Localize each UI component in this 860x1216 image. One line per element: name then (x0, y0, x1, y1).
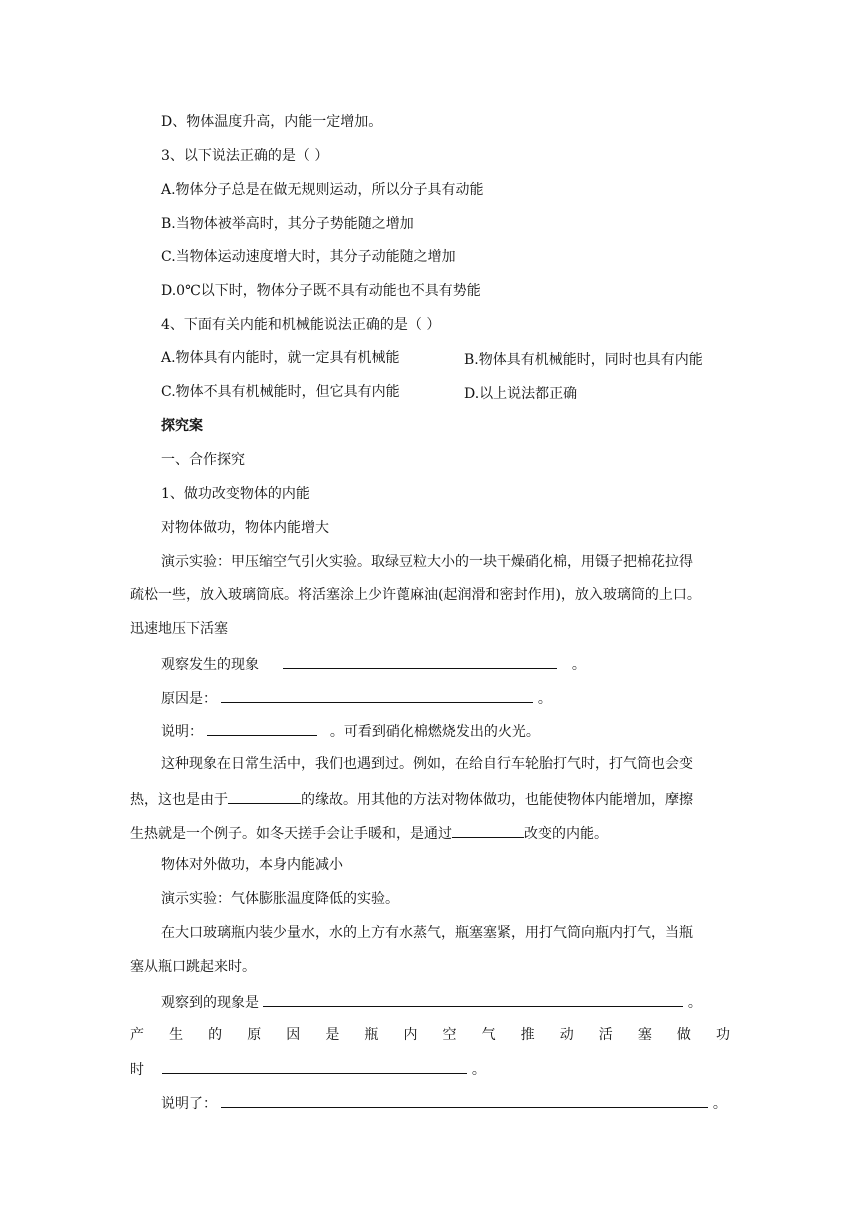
setup-line-2: 塞从瓶口跳起来时。 (130, 959, 256, 975)
observe2-blank[interactable] (263, 992, 683, 1007)
explain1-blank[interactable] (207, 721, 317, 736)
para-line-2 (130, 789, 693, 809)
q3-option-c: C.当物体运动速度增大时，其分子动能随之增加 (161, 249, 456, 265)
q3-option-d: D.0℃以下时，物体分子既不具有动能也不具有势能 (161, 283, 481, 299)
reason2-blank[interactable] (162, 1059, 467, 1074)
q4-option-cd-row (161, 383, 400, 401)
reason2-line-1 (130, 1026, 730, 1044)
para-blank-1[interactable] (228, 789, 301, 804)
reason2-char: 空 (442, 1027, 457, 1043)
q4-option-a: A.物体具有内能时，就一定具有机械能 (161, 350, 400, 366)
q2-option-d: D、物体温度升高，内能一定增加。 (161, 114, 383, 130)
reason2-shi: 时 (130, 1062, 144, 1078)
q4-stem: 4、下面有关内能和机械能说法正确的是（ ） (161, 317, 441, 333)
reason2-char: 做 (676, 1027, 691, 1043)
observe1-period: 。 (571, 657, 586, 673)
observe2-label: 观察到的现象是 (161, 995, 259, 1011)
para-blank-2[interactable] (452, 823, 524, 838)
reason2-char: 产 (130, 1027, 144, 1043)
para-line-3-start: 生热就是一个例子。如冬天搓手会让手暖和，是通过 (130, 826, 452, 842)
explain1-label: 说明： (161, 724, 203, 740)
reason2-char: 动 (559, 1027, 574, 1043)
reason2-line-2 (130, 1059, 486, 1079)
para-line-2-start: 热，这也是由于 (130, 792, 228, 808)
observe1-label: 观察发生的现象 (161, 657, 259, 673)
explain2-row (161, 1093, 727, 1113)
observe2-row (161, 992, 702, 1012)
explain1-tail: 。可看到硝化棉燃烧发出的火光。 (329, 724, 540, 740)
reason2-char: 推 (520, 1027, 535, 1043)
section-title: 探究案 (161, 418, 203, 434)
subtopic-work-on-object: 对物体做功，物体内能增大 (161, 520, 329, 536)
reason2-char: 功 (715, 1027, 730, 1043)
observe2-period: 。 (687, 995, 702, 1011)
explain2-blank[interactable] (221, 1093, 708, 1108)
para-line-1: 这种现象在日常生活中，我们也遇到过。例如，在给自行车轮胎打气时，打气筒也会变 (161, 756, 693, 772)
q3-stem: 3、以下说法正确的是（ ） (161, 148, 329, 164)
observe1-row (161, 654, 586, 674)
reason2-char: 瓶 (364, 1027, 379, 1043)
explain1-row (161, 721, 540, 741)
topic-1-heading: 1、做功改变物体的内能 (161, 486, 310, 502)
subtopic-object-does-work: 物体对外做功，本身内能减小 (161, 857, 343, 873)
reason2-char: 活 (598, 1027, 613, 1043)
setup-line-1: 在大口玻璃瓶内装少量水，水的上方有水蒸气，瓶塞塞紧，用打气筒向瓶内打气，当瓶 (161, 925, 693, 941)
reason2-char: 因 (286, 1027, 301, 1043)
demo1-line-1: 演示实验：甲压缩空气引火实验。取绿豆粒大小的一块干燥硝化棉，用镊子把棉花拉得 (161, 554, 693, 570)
reason1-blank[interactable] (221, 688, 533, 703)
observe1-blank[interactable] (283, 654, 557, 669)
reason1-period: 。 (537, 691, 552, 707)
explain2-period: 。 (712, 1096, 727, 1112)
reason2-char: 塞 (637, 1027, 652, 1043)
q4-option-c: C.物体不具有机械能时，但它具有内能 (161, 384, 400, 400)
q3-option-b: B.当物体被举高时，其分子势能随之增加 (161, 216, 414, 232)
reason2-char: 的 (208, 1027, 223, 1043)
q4-option-b: B.物体具有机械能时，同时也具有内能 (464, 352, 703, 368)
demo2-line: 演示实验：气体膨胀温度降低的实验。 (161, 891, 399, 907)
para-line-2-end: 的缘故。用其他的方法对物体做功，也能使物体内能增加，摩擦 (301, 792, 693, 808)
para-line-3 (130, 823, 608, 843)
demo1-line-3: 迅速地压下活塞 (130, 621, 228, 637)
q4-option-ab-row (161, 349, 400, 367)
reason2-period: 。 (471, 1062, 486, 1078)
demo1-line-2: 疏松一些，放入玻璃筒底。将活塞涂上少许蓖麻油(起润滑和密封作用)，放入玻璃筒的上口。 (130, 587, 701, 603)
q3-option-a: A.物体分子总是在做无规则运动，所以分子具有动能 (161, 182, 484, 198)
explain2-label: 说明了： (161, 1096, 217, 1112)
reason2-char: 是 (325, 1027, 340, 1043)
reason2-char: 原 (247, 1027, 262, 1043)
reason2-char: 生 (169, 1027, 184, 1043)
reason2-char: 气 (481, 1027, 496, 1043)
q4-option-d: D.以上说法都正确 (464, 386, 578, 402)
para-line-3-end: 改变的内能。 (524, 826, 608, 842)
reason2-char: 内 (403, 1027, 418, 1043)
reason1-row (161, 688, 552, 708)
part-one-heading: 一、合作探究 (161, 452, 245, 468)
reason1-label: 原因是： (161, 691, 217, 707)
